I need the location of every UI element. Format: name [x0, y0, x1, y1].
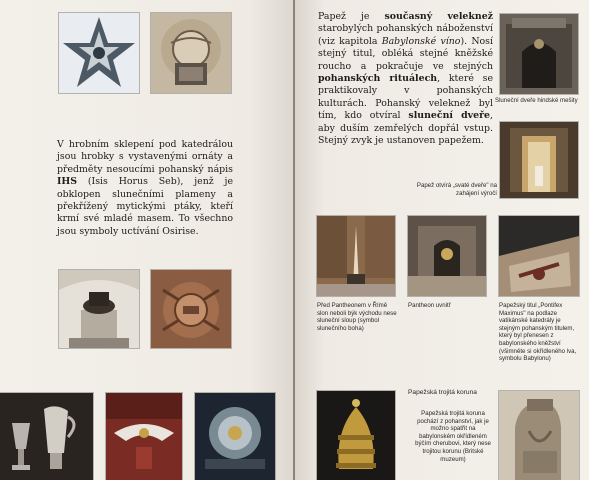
- photo-pantheon-inside: [408, 216, 486, 296]
- caption-vatican-floor: Papežský titul „Pontifex Maximus" na podlaze vatikánské katedrály je stejným pohanským titulem, který byl přenesen z babylonského kněžství (všimněte si okřídleného lva, symbolu Babylonu): [499, 302, 577, 363]
- caption-holy-door: Papež otvírá „svaté dveře" na zahájení výročí: [416, 182, 497, 197]
- left-text-run-2: IHS: [57, 176, 78, 188]
- photo-eagle-vestment: [106, 393, 182, 480]
- left-body-text: [57, 139, 233, 238]
- photo-ihs-emblem: [151, 270, 231, 348]
- caption-tiara-title: Papežská trojitá koruna: [408, 389, 477, 396]
- right-page: [295, 0, 589, 480]
- caption-hindu-sun-door: Sluneční dveře hindské mešity: [495, 97, 578, 104]
- photo-reliquary: [59, 270, 139, 348]
- right-body-text: [318, 11, 493, 147]
- photo-holy-door: [500, 122, 578, 198]
- photo-mosaic-floor: [151, 13, 231, 93]
- photo-pantheon-obelisk: [317, 216, 395, 296]
- caption-tiara-text: Papežská trojitá koruna pochází z pohanství, jak je možno spatřit na babylonském okřídleném býčím cherubovi, který nese trojitou korunu (Britské muzeum): [415, 410, 491, 463]
- photo-star-floor: [59, 13, 139, 93]
- right-text-run-9: , aby duším zemřelých dopřál vstup. Stejný zvyk je ustanoven papežem.: [318, 110, 493, 147]
- right-text-run-7: , které se praktikovaly v pohanských kulturách. Pohanský veleknež byl tím, kdo otvíral: [318, 73, 494, 122]
- right-text-run-1: Papež je: [318, 11, 385, 22]
- photo-winged-bull-cherub: [499, 391, 579, 480]
- photo-silver-chalices: [0, 393, 93, 480]
- right-text-run-8: sluneční dveře: [408, 110, 490, 122]
- right-text-run-2: současný veleknež: [384, 11, 493, 22]
- photo-vatican-floor: [499, 216, 579, 296]
- right-text-run-4: Babylonské víno: [381, 35, 461, 47]
- caption-pantheon-obelisk: Před Pantheonem v Římě slon neboli býk východu nese sluneční sloup (symbol slunečního boha): [317, 302, 397, 332]
- left-page: [0, 0, 293, 480]
- photo-jeweled-object: [195, 393, 275, 480]
- photo-papal-tiara: [317, 391, 395, 480]
- right-text-run-5: ). Nosí stejný titul, obléká stejné kněžské roucho a pokračuje ve stejných: [318, 35, 493, 72]
- photo-hindu-sun-door: [500, 14, 578, 94]
- right-text-run-6: pohanských rituálech: [318, 73, 438, 85]
- left-text-run-1: V hrobním sklepení pod katedrálou jsou hrobky s vystavenými ornáty a předměty nesoucími pohanský nápis: [57, 139, 233, 175]
- caption-pantheon-inside: Pantheon uvnitř: [408, 302, 451, 309]
- left-text-run-3: (Isis Horus Seb), jenž je obklopen slunečními plameny a překřížený mytickými ptáky, kteří krmí své mladé masem. To všechno jsou symboly uctívání Osirise.: [57, 176, 233, 237]
- right-text-run-3: starobylých pohanských náboženství (viz kapitola: [318, 23, 493, 47]
